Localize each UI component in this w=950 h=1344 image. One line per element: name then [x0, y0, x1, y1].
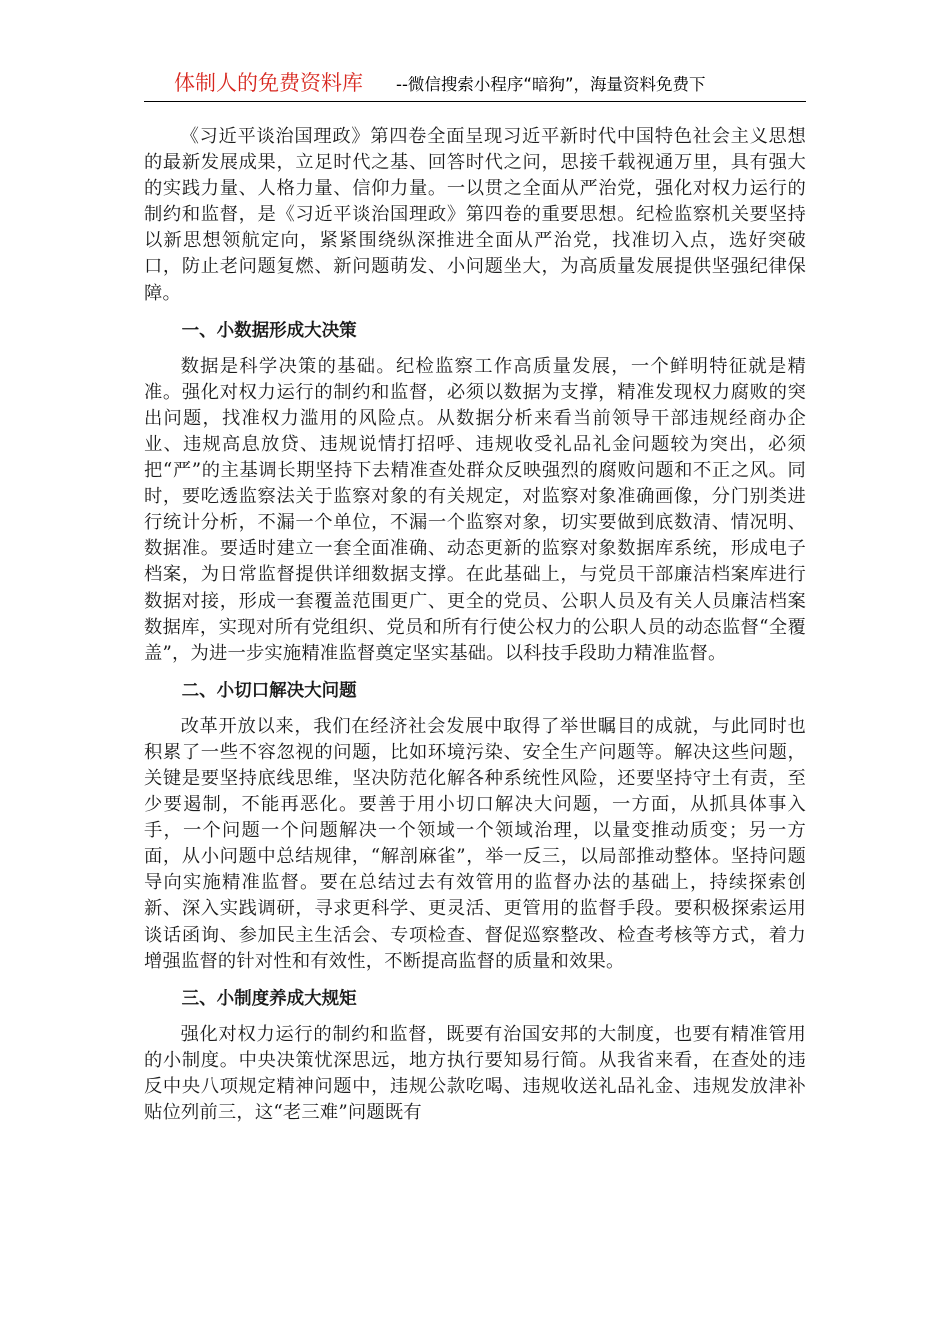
- header-divider: [144, 101, 806, 102]
- section-2-heading: 二、小切口解决大问题: [181, 680, 357, 701]
- document-body: [144, 124, 806, 1126]
- section-1-paragraph: 数据是科学决策的基础。纪检监察工作高质量发展，一个鲜明特征就是精准。强化对权力运行的制约和监督，必须以数据为支撑，精准发现权力腐败的突出问题，找准权力滥用的风险点。从数据分析来看当前领导干部违规经商办企业、违规高息放贷、违规说情打招呼、违规收受礼品礼金问题较为突出，必须把“严”的主基调长期坚持下去精准查处群众反映强烈的腐败问题和不正之风。同时，要吃透监察法关于监察对象的有关规定，对监察对象准确画像，分门别类进行统计分析，不漏一个单位，不漏一个监察对象，切实要做到底数清、情况明、数据准。要适时建立一套全面准确、动态更新的监察对象数据库系统，形成电子档案，为日常监督提供详细数据支撑。在此基础上，与党员干部廉洁档案库进行数据对接，形成一套覆盖范围更广、更全的党员、公职人员及有关人员廉洁档案数据库，实现对所有党组织、党员和所有行使公权力的公职人员的动态监督“全覆盖”，为进一步实施精准监督奠定坚实基础。以科技手段助力精准监督。: [144, 355, 806, 664]
- section-3-heading: 三、小制度养成大规矩: [181, 988, 357, 1009]
- section-1-heading: 一、小数据形成大决策: [181, 320, 357, 341]
- section-3-paragraph: 强化对权力运行的制约和监督，既要有治国安邦的大制度，也要有精准管用的小制度。中央决策忧深思远，地方执行要知易行简。从我省来看，在查处的违反中央八项规定精神问题中，违规公款吃喝、违规收送礼品礼金、违规发放津补贴位列前三，这“老三难”问题既有: [144, 1023, 806, 1123]
- intro-paragraph: 《习近平谈治国理政》第四卷全面呈现习近平新时代中国特色社会主义思想的最新发展成果，立足时代之基、回答时代之问，思接千载视通万里，具有强大的实践力量、人格力量、信仰力量。一以贯之全面从严治党，强化对权力运行的制约和监督，是《习近平谈治国理政》第四卷的重要思想。纪检监察机关要坚持以新思想领航定向，紧紧围绕纵深推进全面从严治党，找准切入点，选好突破口，防止老问题复燃、新问题萌发、小问题坐大，为高质量发展提供坚强纪律保障。: [144, 126, 806, 304]
- header-tagline: --微信搜索小程序“暗狗”，海量资料免费下: [396, 75, 706, 94]
- header-title: 体制人的免费资料库: [174, 71, 363, 95]
- section-2-paragraph: 改革开放以来，我们在经济社会发展中取得了举世瞩目的成就，与此同时也积累了一些不容忽视的问题，比如环境污染、安全生产问题等。解决这些问题，关键是要坚持底线思维，坚决防范化解各种系统性风险，还要坚持守土有责，至少要遏制，不能再恶化。要善于用小切口解决大问题，一方面，从抓具体事入手，一个问题一个问题解决一个领域一个领域治理，以量变推动质变；另一方面，从小问题中总结规律，“解剖麻雀”，举一反三，以局部推动整体。坚持问题导向实施精准监督。要在总结过去有效管用的监督办法的基础上，持续探索创新、深入实践调研，寻求更科学、更灵活、更管用的监督手段。要积极探索运用谈话函询、参加民主生活会、专项检查、督促巡察整改、检查考核等方式，着力增强监督的针对性和有效性，不断提高监督的质量和效果。: [144, 715, 806, 972]
- page-header: [144, 68, 806, 104]
